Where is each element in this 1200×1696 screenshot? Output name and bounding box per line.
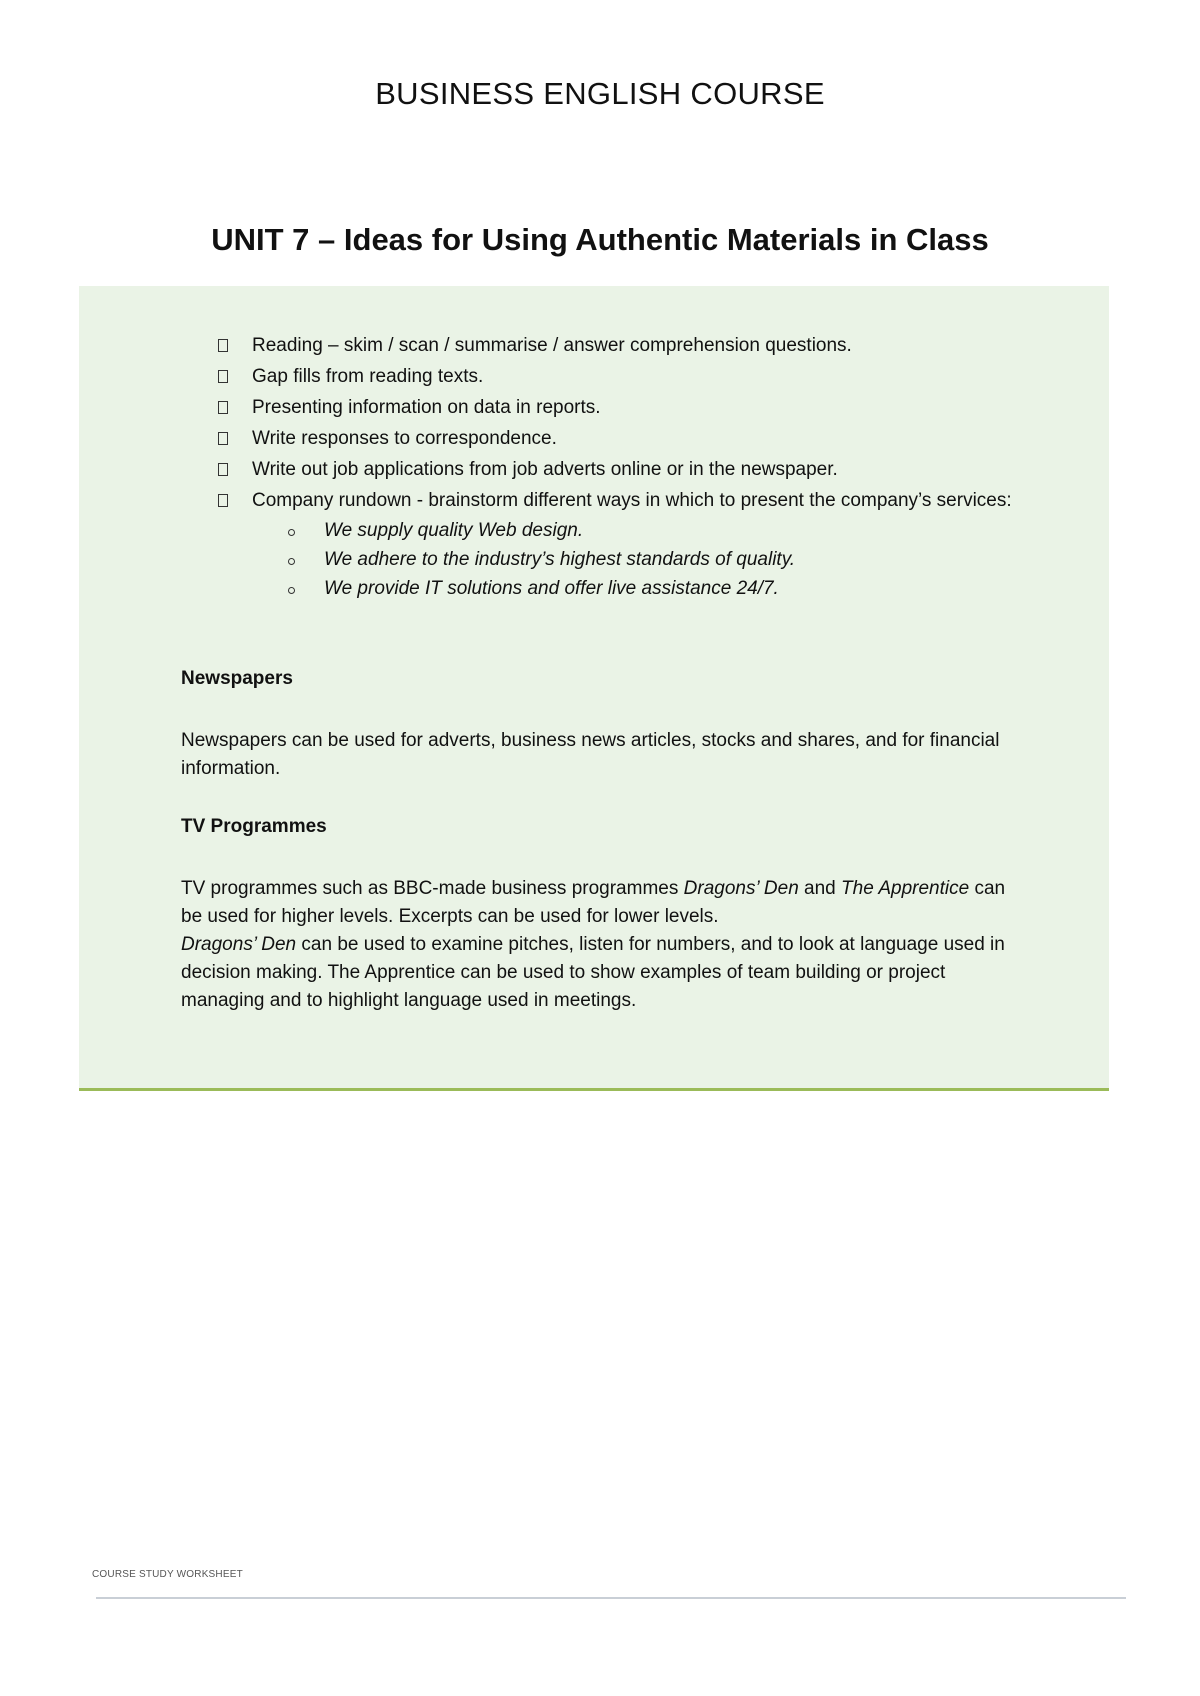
list-item [214,425,1014,453]
tv-programmes-paragraph [181,875,1021,1015]
list-item [214,394,1014,422]
list-item [214,456,1014,484]
list-item [214,363,1014,391]
square-bullet-icon [218,463,228,476]
newspapers-heading: Newspapers [181,668,293,689]
circle-bullet-icon [288,558,295,565]
show-title-dragons-den: Dragons’ Den [181,934,297,955]
square-bullet-icon [218,339,228,352]
sub-list-item [288,575,1014,603]
unit-title: UNIT 7 – Ideas for Using Authentic Materials in Class [211,222,989,257]
ideas-list [214,332,1014,606]
course-title: BUSINESS ENGLISH COURSE [375,76,825,111]
tv-programmes-heading: TV Programmes [181,816,327,837]
list-item-text: Write responses to correspondence. [252,428,557,449]
circle-bullet-icon [288,587,295,594]
footer-divider [96,1597,1126,1599]
services-examples-list [252,517,1014,603]
show-title-dragons-den: Dragons’ Den [683,878,799,899]
newspapers-paragraph: Newspapers can be used for adverts, business news articles, stocks and shares, and for financial information. [181,730,1000,779]
square-bullet-icon [218,401,228,414]
tv-text: TV programmes such as BBC-made business programmes [181,878,684,899]
list-item-text: Write out job applications from job adverts online or in the newspaper. [252,459,838,480]
list-item-text: Gap fills from reading texts. [252,366,484,387]
tv-text: can be used for higher levels. Excerpts can be used for lower levels. [181,878,1006,927]
circle-bullet-icon [288,529,295,536]
list-item-text: Reading – skim / scan / summarise / answer comprehension questions. [252,335,852,356]
tv-text: and [798,878,842,899]
square-bullet-icon [218,370,228,383]
square-bullet-icon [218,494,228,507]
list-item-text: Presenting information on data in reports. [252,397,601,418]
footer-label: COURSE STUDY WORKSHEET [92,1569,243,1580]
tv-text: can be used to examine pitches, listen for numbers, and to look at language used in decision making. The Apprentice can be used to show examples of team building or project managing and to highlight language used in meetings. [181,934,1005,1011]
list-item [214,487,1014,603]
sub-list-item [288,546,1014,574]
show-title-the-apprentice: The Apprentice [841,878,970,899]
sub-list-item-text: We supply quality Web design. [324,520,584,541]
sub-list-item-text: We provide IT solutions and offer live assistance 24/7. [324,578,779,599]
square-bullet-icon [218,432,228,445]
list-item [214,332,1014,360]
list-item-text: Company rundown - brainstorm different ways in which to present the company’s services: [252,490,1012,511]
sub-list-item [288,517,1014,545]
sub-list-item-text: We adhere to the industry’s highest standards of quality. [324,549,796,570]
